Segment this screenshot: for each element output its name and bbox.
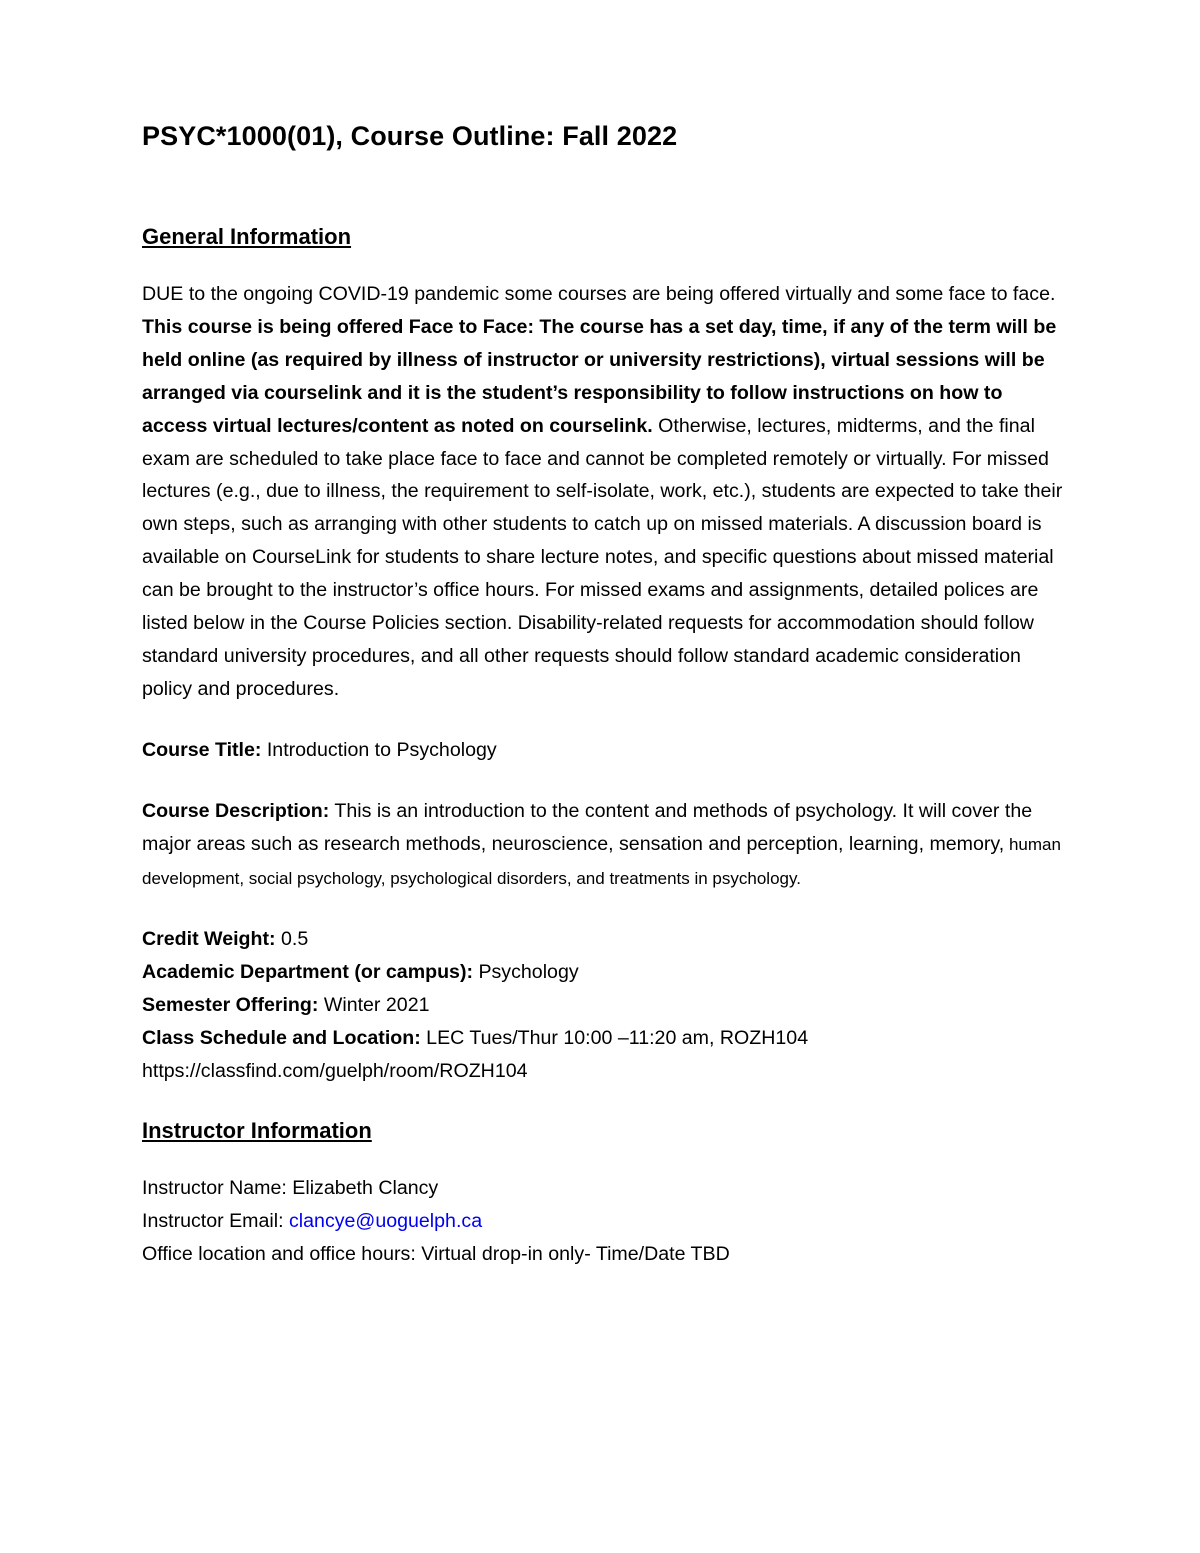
instructor-information-heading: Instructor Information [142, 1117, 372, 1143]
room-url-link[interactable]: https://classfind.com/guelph/room/ROZH104 [142, 1060, 528, 1083]
course-title-line [142, 734, 1072, 767]
office-hours-line [142, 1238, 1072, 1271]
document-content [142, 118, 1072, 1271]
instructor-email-line [142, 1205, 1072, 1238]
semester-offering-line [142, 989, 1072, 1022]
course-title-label: Course Title: [142, 738, 262, 761]
page-title: PSYC*1000(01), Course Outline: Fall 2022 [142, 121, 678, 151]
office-hours-label: Office location and office hours: [142, 1242, 422, 1265]
general-paragraph-bold-notice: This course is being offered Face to Face: The course has a set day, time, if any of the term will be held online (as required by illness of instructor or university restrictions), virtual sessions will be arranged via courselink and it is the student’s responsibility to follow instructions on how to access virtual lectures/content as noted on courselink. [142, 315, 1057, 437]
office-hours-value: Virtual drop-in only- Time/Date TBD [421, 1242, 730, 1265]
instructor-email-link[interactable]: clancye@uoguelph.ca [289, 1209, 483, 1232]
general-information-paragraph [142, 278, 1072, 706]
semester-offering-label: Semester Offering: [142, 994, 319, 1017]
course-description-tail: human development, social psychology, psychological disorders, and treatments in psychology. [142, 834, 1061, 888]
instructor-name-value: Elizabeth Clancy [292, 1176, 439, 1199]
credit-weight-label: Credit Weight: [142, 928, 276, 951]
academic-department-value: Psychology [473, 961, 579, 984]
general-information-heading: General Information [142, 224, 352, 249]
instructor-name-label: Instructor Name: [142, 1176, 293, 1199]
credit-weight-value: 0.5 [275, 928, 309, 951]
credit-weight-line [142, 923, 1072, 956]
academic-department-line [142, 956, 1072, 989]
class-schedule-label: Class Schedule and Location: [142, 1027, 421, 1050]
course-description-label: Course Description: [142, 799, 330, 822]
course-description-paragraph [142, 795, 1072, 896]
semester-offering-value: Winter 2021 [318, 994, 430, 1017]
general-paragraph-rest: Otherwise, lectures, midterms, and the final exam are scheduled to take place face to face and cannot be completed remotely or virtually. For missed lectures (e.g., due to illness, the requirement to self-isolate, work, etc.), students are expected to take their own steps, such as arranging with other students to catch up on missed materials. A discussion board is available on CourseLink for students to share lecture notes, and specific questions about missed material can be brought to the instructor’s office hours. For missed exams and assignments, detailed polices are listed below in the Course Policies section. Disability-related requests for accommodation should follow standard university procedures, and all other requests should follow standard academic consideration policy and procedures. [142, 414, 1063, 700]
instructor-name-line [142, 1172, 1072, 1205]
class-schedule-value: LEC Tues/Thur 10:00 –11:20 am, ROZH104 [420, 1027, 809, 1050]
general-paragraph-intro: DUE to the ongoing COVID-19 pandemic some courses are being offered virtually and some face to face. [142, 283, 1056, 305]
course-description-main: This is an introduction to the content and methods of psychology. It will cover the major areas such as research methods, neuroscience, sensation and perception, learning, memory, [142, 799, 1033, 855]
class-schedule-line [142, 1022, 1072, 1055]
course-title-value: Introduction to Psychology [261, 738, 497, 761]
instructor-email-label: Instructor Email: [142, 1209, 289, 1232]
academic-department-label: Academic Department (or campus): [142, 961, 473, 984]
